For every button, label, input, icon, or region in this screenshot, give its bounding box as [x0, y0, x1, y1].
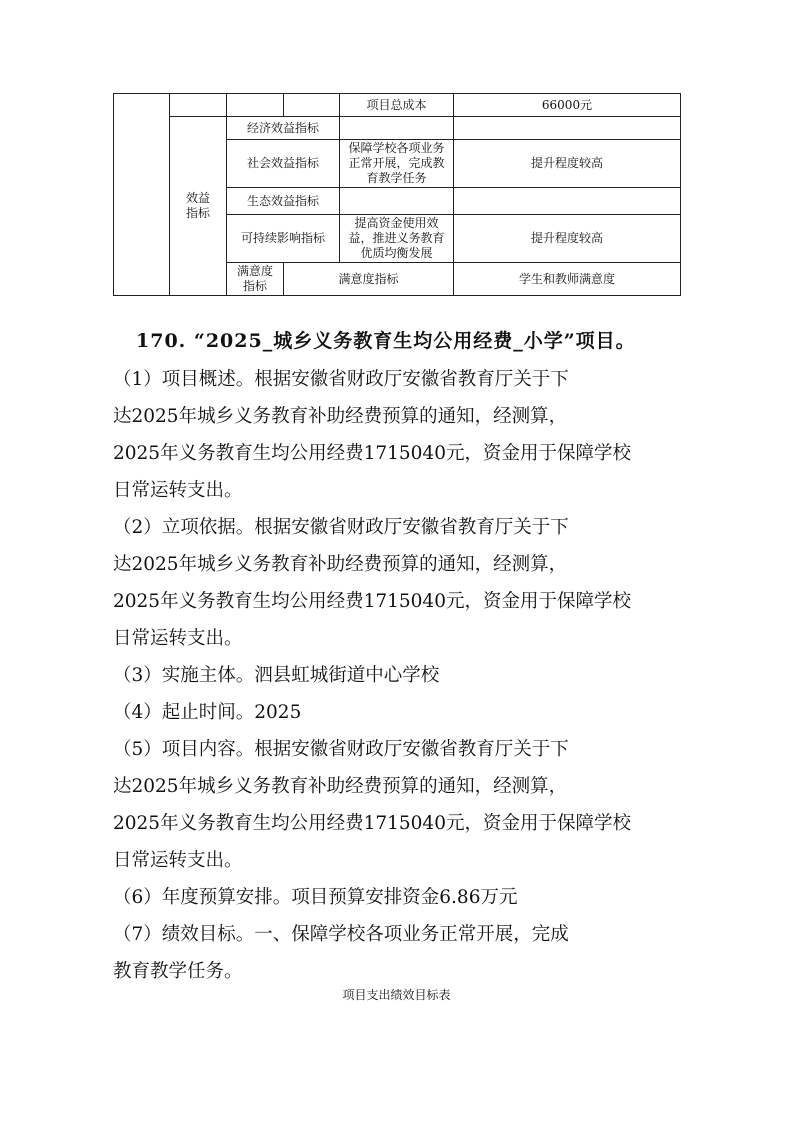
table-cell-blank	[114, 94, 170, 296]
ecological-value	[454, 188, 681, 215]
total-cost-label: 项目总成本	[340, 94, 454, 117]
para-line: （1）项目概述。根据安徽省财政厅安徽省教育厅关于下	[113, 369, 569, 390]
category-benefit: 效益指标	[170, 117, 227, 296]
para-line: 日常运转支出。	[113, 628, 243, 649]
para-line: 日常运转支出。	[113, 480, 243, 501]
para-line: 2025年义务教育生均公用经费1715040元，资金用于保障学校	[113, 443, 631, 464]
sustainable-value: 提升程度较高	[454, 215, 681, 263]
para-line: 日常运转支出。	[113, 850, 243, 871]
ecological-content	[340, 188, 454, 215]
para-line: （6）年度预算安排。项目预算安排资金6.86万元	[113, 887, 518, 908]
para-line: （7）绩效目标。一、保障学校各项业务正常开展，完成	[113, 924, 569, 945]
para-line: 教育教学任务。	[113, 961, 243, 982]
table-caption: 项目支出绩效目标表	[342, 988, 451, 1002]
para-line: 2025年义务教育生均公用经费1715040元，资金用于保障学校	[113, 591, 631, 612]
table-row	[114, 117, 681, 140]
category-satisfaction: 满意度指标	[227, 263, 284, 296]
table-cell-blank	[227, 94, 284, 117]
para-line: 达2025年城乡义务教育补助经费预算的通知，经测算，	[113, 554, 568, 575]
para-line: （2）立项依据。根据安徽省财政厅安徽省教育厅关于下	[113, 517, 569, 538]
satisfaction-label: 满意度指标	[284, 263, 454, 296]
social-label: 社会效益指标	[227, 140, 340, 188]
section-heading: 170. “2025_城乡义务教育生均公用经费_小学”项目。	[136, 330, 636, 352]
economic-content	[340, 117, 454, 140]
satisfaction-content: 学生和教师满意度	[454, 263, 681, 296]
table-cell-blank	[170, 94, 227, 117]
economic-label: 经济效益指标	[227, 117, 340, 140]
para-line: （4）起止时间。2025	[113, 702, 302, 723]
social-content: 保障学校各项业务正常开展，完成教育教学任务	[340, 140, 454, 188]
para-line: 2025年义务教育生均公用经费1715040元，资金用于保障学校	[113, 813, 631, 834]
ecological-label: 生态效益指标	[227, 188, 340, 215]
social-value: 提升程度较高	[454, 140, 681, 188]
para-line: （3）实施主体。泗县虹城街道中心学校	[113, 665, 440, 686]
sustainable-label: 可持续影响指标	[227, 215, 340, 263]
performance-table	[113, 93, 681, 296]
sustainable-content: 提高资金使用效益，推进义务教育优质均衡发展	[340, 215, 454, 263]
table-cell-blank	[284, 94, 340, 117]
para-line: 达2025年城乡义务教育补助经费预算的通知，经测算，	[113, 406, 568, 427]
para-line: 达2025年城乡义务教育补助经费预算的通知，经测算，	[113, 776, 568, 797]
total-cost-value: 66000元	[454, 94, 681, 117]
table-row	[114, 94, 681, 117]
para-line: （5）项目内容。根据安徽省财政厅安徽省教育厅关于下	[113, 739, 569, 760]
economic-value	[454, 117, 681, 140]
